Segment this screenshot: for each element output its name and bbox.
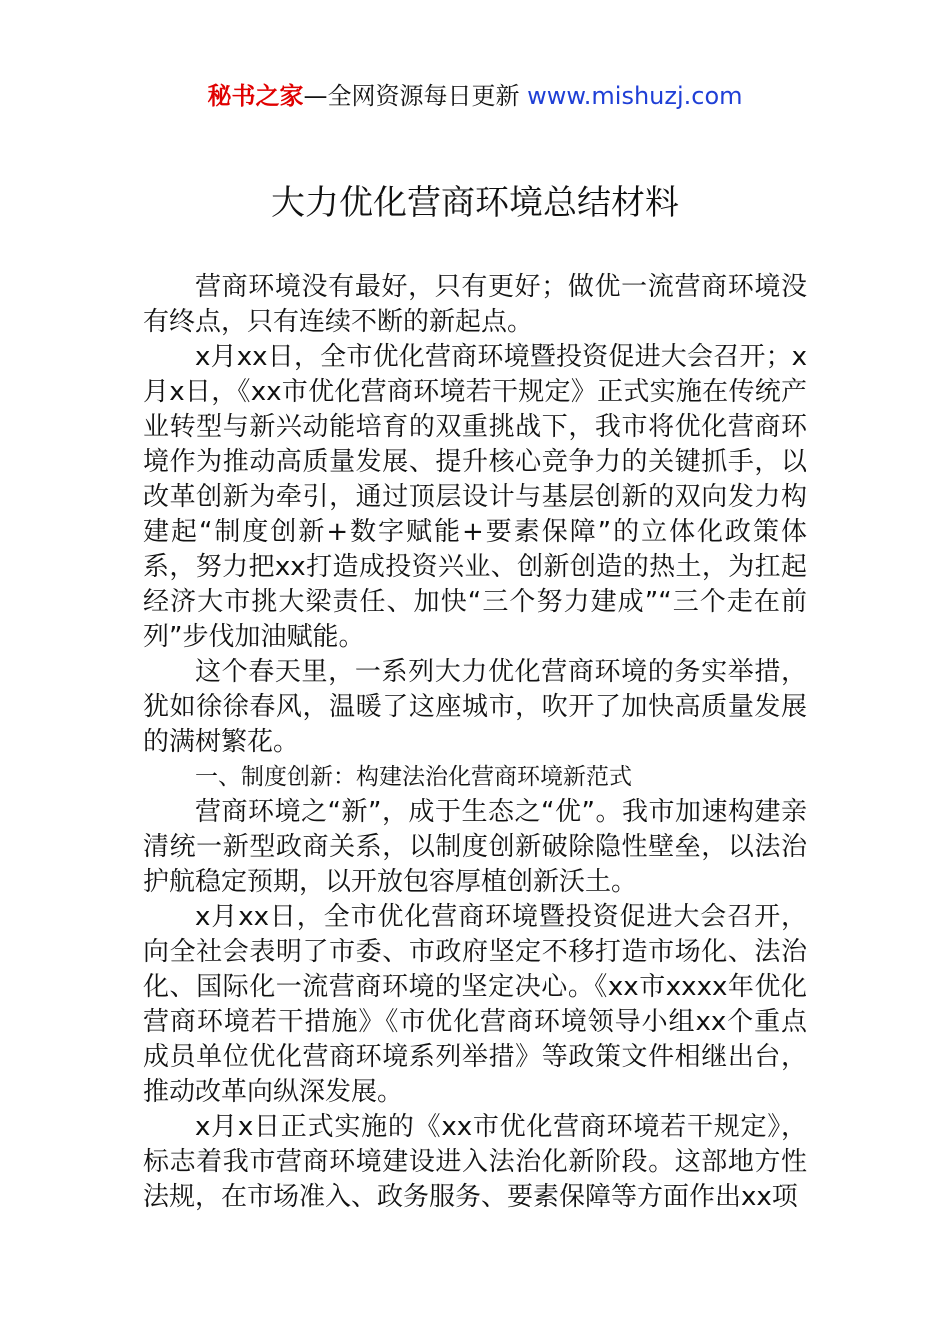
paragraph: x月x日正式实施的《xx市优化营商环境若干规定》，标志着我市营商环境建设进入法治化新阶段。这部地方性法规，在市场准入、政务服务、要素保障等方面作出xx项 — [143, 1112, 807, 1212]
header-tagline: —全网资源每日更新 — [303, 82, 520, 110]
paragraph: x月xx日，全市优化营商环境暨投资促进大会召开；x月x日，《xx市优化营商环境若干规定》正式实施在传统产业转型与新兴动能培育的双重挑战下，我市将优化营商环境作为推动高质量发展、提升核心竞争力的关键抓手，以改革创新为牵引，通过顶层设计与基层创新的双向发力构建起“制度创新+数字赋能+要素保障”的立体化政策体系，努力把xx打造成投资兴业、创新创造的热土，为扛起经济大市挑大梁责任、加快“三个努力建成”“三个走在前列”步伐加油赋能。 — [143, 342, 807, 652]
website-link[interactable]: www.mishuzj.com — [527, 82, 743, 110]
site-header — [0, 78, 950, 114]
paragraph: 这个春天里，一系列大力优化营商环境的务实举措，犹如徐徐春风，温暖了这座城市，吹开了加快高质量发展的满树繁花。 — [143, 657, 807, 757]
document-title: 大力优化营商环境总结材料 — [271, 183, 679, 223]
document-body — [143, 270, 807, 1215]
paragraph: x月xx日，全市优化营商环境暨投资促进大会召开，向全社会表明了市委、市政府坚定不移打造市场化、法治化、国际化一流营商环境的坚定决心。《xx市xxxx年优化营商环境若干措施》《市优化营商环境领导小组xx个重点成员单位优化营商环境系列举措》等政策文件相继出台，推动改革向纵深发展。 — [143, 902, 807, 1107]
paragraph: 营商环境之“新”，成于生态之“优”。我市加速构建亲清统一新型政商关系，以制度创新破除隐性壁垒，以法治护航稳定预期，以开放包容厚植创新沃土。 — [143, 797, 807, 897]
brand-name: 秘书之家 — [207, 82, 304, 110]
paragraph: 营商环境没有最好，只有更好；做优一流营商环境没有终点，只有连续不断的新起点。 — [143, 272, 807, 337]
section-heading: 一、制度创新：构建法治化营商环境新范式 — [195, 764, 632, 790]
